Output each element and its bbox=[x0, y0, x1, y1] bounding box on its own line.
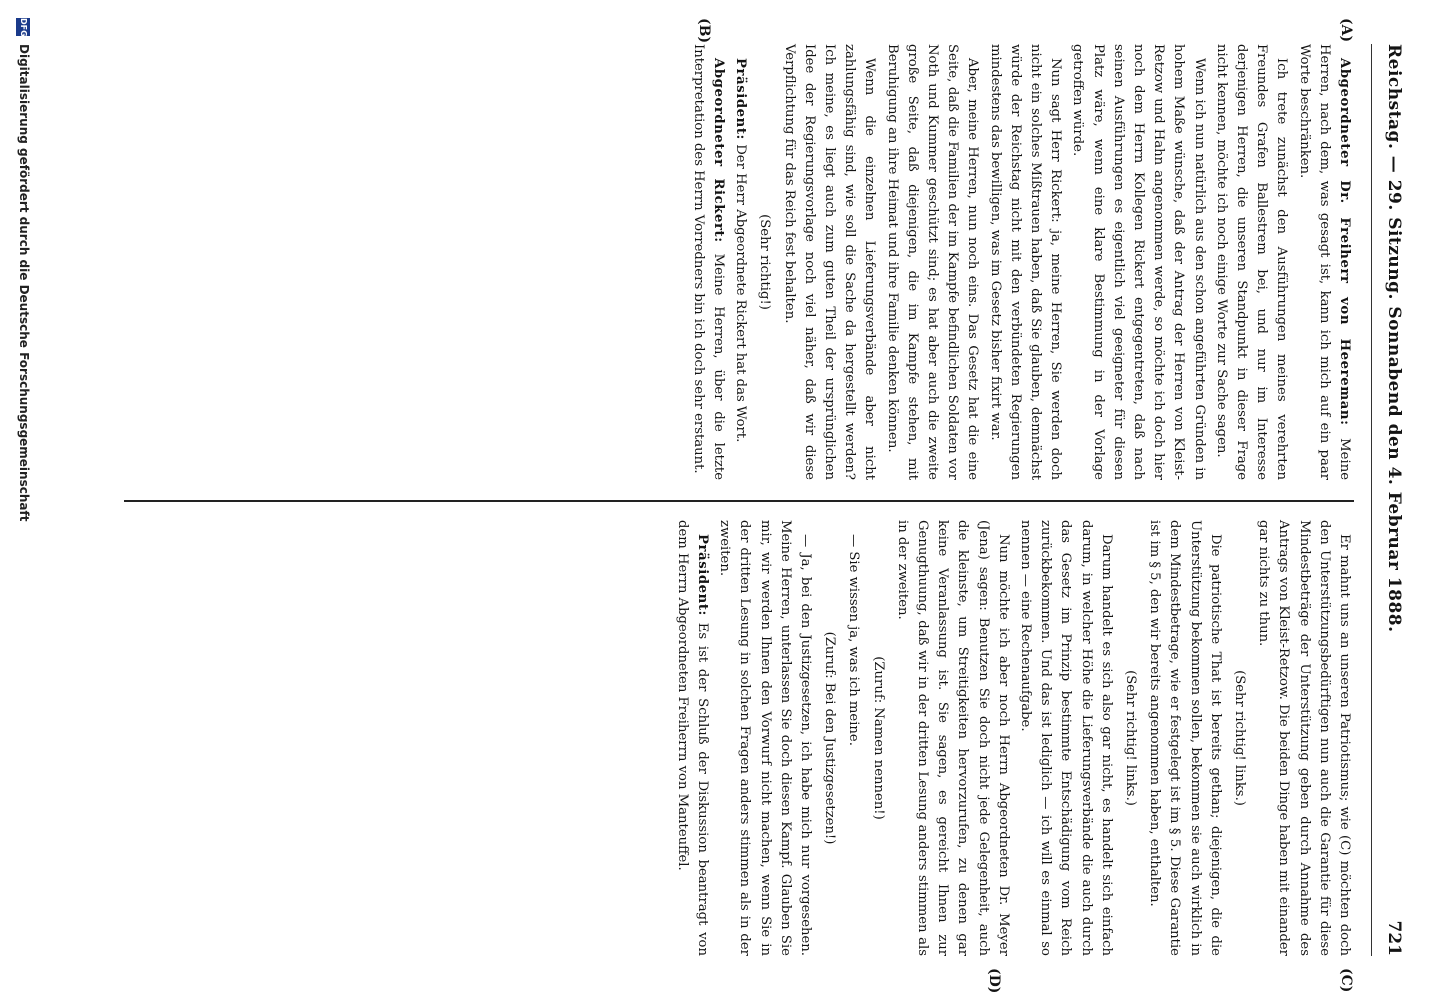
speaker-name: Abgeordneter Rickert: bbox=[710, 58, 726, 243]
body-paragraph: — Sie wissen ja, was ich meine. bbox=[846, 534, 862, 746]
running-title: Reichstag. — 29. Sitzung. Sonnabend den 4. Februar 1888. bbox=[1384, 44, 1404, 633]
speech-paragraph bbox=[1293, 44, 1354, 480]
body-paragraph: Nun möchte ich aber noch Herrn Abgeordneten Dr. Meyer (Jena) sagen: Benutzen Sie doch nicht jede Gelegenheit, auch die kleinste, um Streitigkeiten hervorzurufen, zu denen gar keine Veranlassung ist. Sie sagen, es gereicht Ihnen zur Genugthuung, daß wir in der dritten Lesung anders stimmen als in der zweiten. bbox=[894, 520, 1011, 956]
speech-text: Der Herr Abgeordnete Rickert hat das Wort. bbox=[733, 144, 749, 443]
speaker-name: Präsident: bbox=[694, 534, 710, 617]
speech-text: Es ist der Schluß der Diskussion beantragt von dem Herrn Abgeordneten Freiherrn von Manteuffel. bbox=[674, 520, 710, 956]
speech-paragraph bbox=[672, 520, 712, 956]
margin-mark-d: (D) bbox=[986, 968, 1002, 994]
footer-credit: Digitalisierung gefördert durch die Deutsche Forschungsgemeinschaft bbox=[17, 44, 31, 522]
margin-mark-a: (A) bbox=[1338, 18, 1354, 43]
interjection: (Zuruf: Bei den Justizgesetzen!) bbox=[822, 631, 838, 845]
speech-paragraph bbox=[688, 44, 728, 480]
body-paragraph: Darum handelt es sich also gar nicht, es handelt sich einfach darum, in welcher Höhe die Lieferungsverbände die auch durch das Gesetz im Prinzip bestimmte Entschädigung vom Reich zurückbekommen. Und das ist lediglich — ich will es einmal so nennen — eine Rechenaufgabe. bbox=[1017, 520, 1114, 956]
interjection: (Sehr richtig! links.) bbox=[1122, 670, 1138, 806]
interjection: (Zuruf: Namen nennen!) bbox=[870, 656, 886, 820]
body-paragraph: Die patriotische That ist bereits gethan; diejenigen, die die Unterstützung bekommen sollen, bekommen sie auch wirklich in dem Mindestbetrage, wie er festgelegt ist im § 5. Diese Garantie ist im § 5, den wir bereits angenommen haben, enthalten. bbox=[1147, 520, 1223, 956]
body-paragraph: Aber, meine Herren, nun noch eins. Das Gesetz hat die eine Seite, daß die Familien der im Kampfe befindlichen Soldaten vor Noth und Kummer geschützt sind; es hat aber auch die zweite große Seite, daß diejenigen, die im Kampfe stehen, mit Beruhigung an ihre Heimat und ihre Familie denken können. bbox=[884, 44, 981, 480]
column-divider bbox=[124, 500, 1354, 502]
right-column bbox=[670, 520, 1355, 956]
left-column bbox=[686, 44, 1355, 480]
speaker-name: Abgeordneter Dr. Freiherr von Heereman: bbox=[1337, 58, 1352, 426]
digitization-footer bbox=[14, 14, 32, 974]
body-paragraph: Wenn die einzelnen Lieferungsverbände aber nicht zahlungsfähig sind, wie soll die Sache da hergestellt werden? Ich meine, es liegt auch zum guten Theil der ursprünglichen Idee der Regierungsvorlage noch viel näher, daß wir diese Verpflichtung für das Reich fest behalten. bbox=[781, 44, 878, 480]
body-paragraph: — Ja, bei den Justizgesetzen, ich habe mich nur vorgesehen. Meine Herren, unterlassen Sie doch diesen Kampf. Glauben Sie mir, wir werden Ihnen den Vorwurf nicht machen, wenn Sie in der dritten Lesung in solchen Fragen anders stimmen als in der zweiten. bbox=[717, 520, 813, 956]
interjection: (Sehr richtig!) bbox=[757, 214, 773, 310]
body-paragraph: Ich trete zunächst den Ausführungen meines verehrten Freundes Grafen Ballestrem bei, und nur im Interesse derjenigen Herren, die unseren Standpunkt in dieser Frage nicht kennen, möchte ich noch einige Worte zur Sache sagen. bbox=[1213, 44, 1290, 480]
margin-mark-c: (C) bbox=[1338, 968, 1354, 993]
body-paragraph: Wenn ich nun natürlich aus den schon angeführten Gründen in hohem Maße wünsche, daß der Antrag der Herren von Kleist-Retzow und Hahn angenommen werde, so möchte ich doch hier noch dem Herrn Kollegen Rickert entgegentreten, daß nach seinen Ausführungen es eigentlich viel geeigneter für diesen Platz wäre, wenn eine klare Bestimmung in der Vorlage getroffen würde. bbox=[1070, 44, 1207, 480]
speech-text: Meine Herren, nach dem, was gesagt ist, kann ich mich auf ein paar Worte beschränken. bbox=[1296, 44, 1352, 480]
page-number: 721 bbox=[1384, 920, 1404, 956]
dfg-logo-icon: DFG bbox=[16, 18, 30, 36]
speech-paragraph bbox=[730, 44, 750, 480]
interjection: (Sehr richtig! links.) bbox=[1231, 670, 1247, 806]
margin-mark-b: (B) bbox=[696, 18, 712, 44]
body-paragraph: Er mahnt uns an unseren Patriotismus; wie (C) möchten doch den Unterstützungsbedürftigen nun auch die Garantie für diese Mindestbeträge der Unterstützung geben durch Annahme des Antrags von Kleist-Retzow. Die beiden Dinge haben mit einander gar nichts zu thun. bbox=[1256, 520, 1352, 956]
page-header bbox=[1371, 44, 1412, 956]
body-paragraph: Nun sagt Herr Rickert: ja, meine Herren, Sie werden doch nicht ein solches Mißtrauen haben, daß Sie glauben, demnächst würde der Reichstag nicht mit den verbündeten Regierungen mindestens das bewilligen, was im Gesetz bisher fixirt war. bbox=[987, 44, 1064, 480]
speaker-name: Präsident: bbox=[733, 58, 749, 141]
speech-text: Meine Herren, über die letzte Interpretation des Herrn Vorredners bin ich doch sehr erstaunt. bbox=[690, 44, 726, 481]
